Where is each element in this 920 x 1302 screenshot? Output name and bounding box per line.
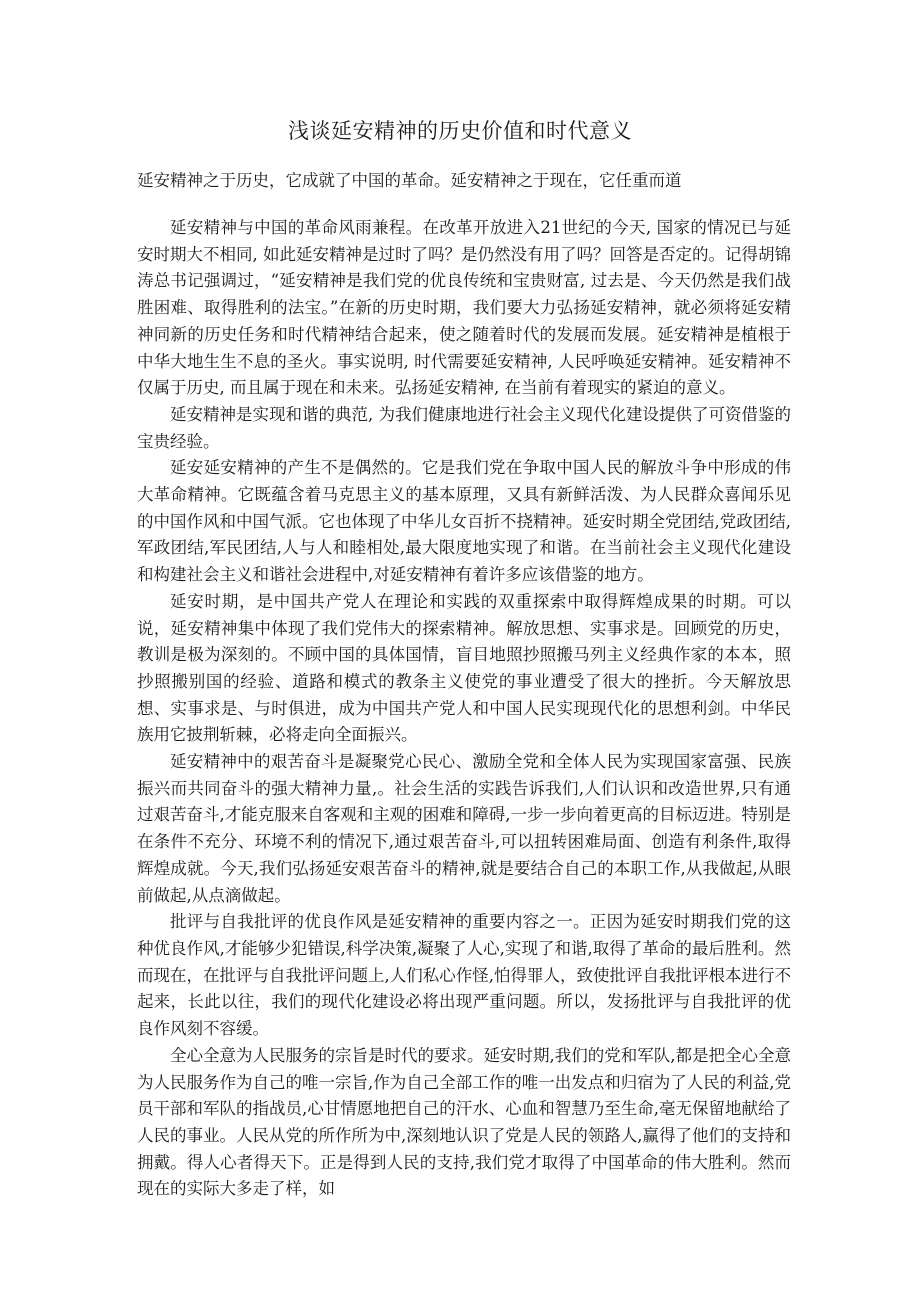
paragraph-5: 延安精神中的艰苦奋斗是凝聚党心民心、激励全党和全体人民为实现国家富强、民族振兴而共同奋斗的强大精神力量,。社会生活的实践告诉我们,人们认识和改造世界,只有通过艰苦奋斗,才能克服来自客观和主观的困难和障碍,一步一步向着更高的目标迈进。特别是在条件不充分、环境不利的情况下,通过艰苦奋斗,可以扭转困难局面、创造有利条件,取得辉煌成就。今天,我们弘扬延安艰苦奋斗的精神,就是要结合自己的本职工作,从我做起,从眼前做起,从点滴做起。 <box>137 752 791 905</box>
paragraph-4: 延安时期，是中国共产党人在理论和实践的双重探索中取得辉煌成果的时期。可以说，延安精神集中体现了我们党伟大的探索精神。解放思想、实事求是。回顾党的历史，教训是极为深刻的。不顾中国的具体国情，盲目地照抄照搬马列主义经典作家的本本，照抄照搬别国的经验、道路和模式的教条主义使党的事业遭受了很大的挫折。今天解放思想、实事求是、与时俱进，成为中国共产党人和中国人民实现现代化的思想利剑。中华民族用它披荆斩棘，必将走向全面振兴。 <box>137 591 791 745</box>
paragraph-6: 批评与自我批评的优良作风是延安精神的重要内容之一。正因为延安时期我们党的这种优良作风,才能够少犯错误,科学决策,凝聚了人心,实现了和谐,取得了革命的最后胜利。然而现在，在批评与自我批评问题上,人们私心作怪,怕得罪人，致使批评自我批评根本进行不起来，长此以往，我们的现代化建设必将出现严重问题。所以，发扬批评与自我批评的优良作风刻不容缓。 <box>137 912 791 1039</box>
page-title: 浅谈延安精神的历史价值和时代意义 <box>288 119 632 143</box>
paragraph-1: 延安精神与中国的革命风雨兼程。在改革开放进入21世纪的今天, 国家的情况已与延安时期大不相同, 如此延安精神是过时了吗？是仍然没有用了吗？回答是否定的。记得胡锦涛总书记强调过，“延安精神是我们党的优良传统和宝贵财富, 过去是、今天仍然是我们战胜困难、取得胜利的法宝。”在新的历史时期，我们要大力弘扬延安精神，就必须将延安精神同新的历史任务和时代精神结合起来，使之随着时代的发展而发展。延安精神是植根于中华大地生生不息的圣火。事实说明, 时代需要延安精神, 人民呼唤延安精神。延安精神不仅属于历史, 而且属于现在和未来。弘扬延安精神, 在当前有着现实的紧迫的意义。 <box>137 218 791 398</box>
document-body <box>137 215 791 1203</box>
paragraph-2: 延安精神是实现和谐的典范, 为我们健康地进行社会主义现代化建设提供了可资借鉴的宝贵经验。 <box>137 404 791 451</box>
paragraph-7: 全心全意为人民服务的宗旨是时代的要求。延安时期,我们的党和军队,都是把全心全意为人民服务作为自己的唯一宗旨,作为自己全部工作的唯一出发点和归宿为了人民的利益,党员干部和军队的指战员,心甘情愿地把自己的汗水、心血和智慧乃至生命,毫无保留地献给了人民的事业。人民从党的所作所为中,深刻地认识了党是人民的领路人,赢得了他们的支持和拥戴。得人心者得天下。正是得到人民的支持,我们党才取得了中国革命的伟大胜利。然而现在的实际大多走了样，如 <box>137 1045 791 1199</box>
page-subtitle: 延安精神之于历史，它成就了中国的革命。延安精神之于现在，它任重而道 <box>137 171 682 190</box>
paragraph-3: 延安延安精神的产生不是偶然的。它是我们党在争取中国人民的解放斗争中形成的伟大革命精神。它既蕴含着马克思主义的基本原理，又具有新鲜活泼、为人民群众喜闻乐见的中国作风和中国气派。它也体现了中华儿女百折不挠精神。延安时期全党团结,党政团结,军政团结,军民团结,人与人和睦相处,最大限度地实现了和谐。在当前社会主义现代化建设和构建社会主义和谐社会进程中,对延安精神有着许多应该借鉴的地方。 <box>137 458 791 585</box>
